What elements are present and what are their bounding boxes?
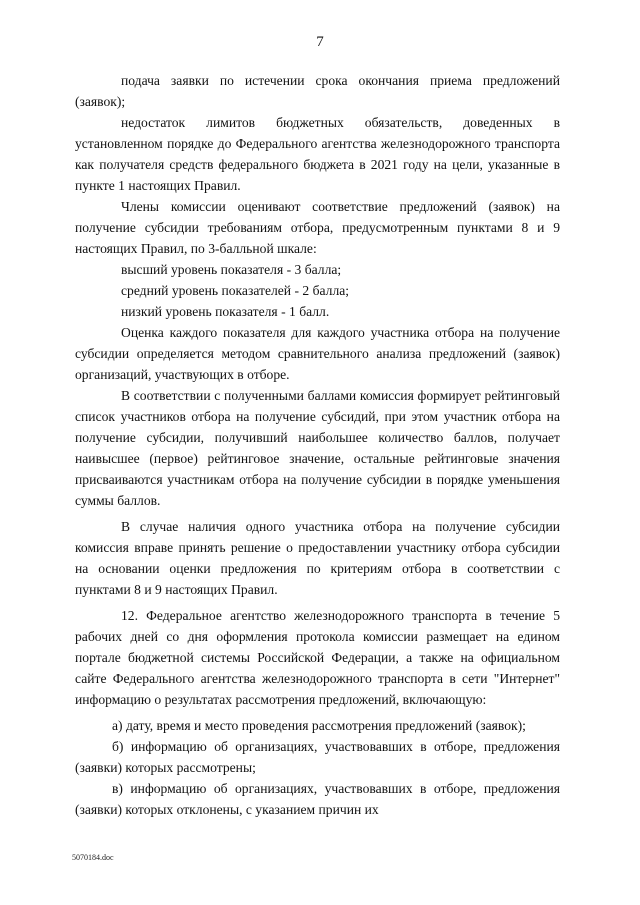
paragraph-late-submission: подача заявки по истечении срока окончания приема предложений (заявок); — [75, 73, 560, 109]
paragraph-12-publication: 12. Федеральное агентство железнодорожного транспорта в течение 5 рабочих дней со дня оформления протокола комиссии размещает на едином портале бюджетной системы Российской Федерации, а также на официальном сайте Федерального агентства железнодорожного транспорта в сети "Интернет" информацию о результатах рассмотрения предложений, включающую: — [75, 608, 560, 707]
list-item-high-level: высший уровень показателя - 3 балла; — [121, 262, 342, 277]
paragraph-score-method: Оценка каждого показателя для каждого участника отбора на получение субсидии определяется методом сравнительного анализа предложений (заявок) организаций, участвующих в отборе. — [75, 325, 560, 382]
list-item-b: б) информацию об организациях, участвовавших в отборе, предложения (заявки) которых рассмотрены; — [75, 739, 560, 775]
paragraph-budget-limits: недостаток лимитов бюджетных обязательств, доведенных в установленном порядке до Федерального агентства железнодорожного транспорта как получателя средств федерального бюджета в 2021 году на цели, указанные в пункте 1 настоящих Правил. — [75, 115, 560, 193]
list-item-v: в) информацию об организациях, участвовавших в отборе, предложения (заявки) которых отклонены, с указанием причин их — [75, 781, 560, 817]
paragraph-rating-list: В соответствии с полученными баллами комиссия формирует рейтинговый список участников отбора на получение субсидий, при этом участник отбора на получение субсидии, получивший наибольшее количество баллов, получает наивысшее (первое) рейтинговое значение, остальные рейтинговые значения присваиваются участникам отбора на получение субсидии в порядке уменьшения суммы баллов. — [75, 388, 560, 508]
footer-doc-id: 5070184.doc — [72, 853, 114, 862]
list-item-low-level: низкий уровень показателя - 1 балл. — [121, 304, 330, 319]
list-item-a: а) дату, время и место проведения рассмотрения предложений (заявок); — [112, 718, 526, 733]
list-item-medium-level: средний уровень показателей - 2 балла; — [121, 283, 350, 298]
page-number: 7 — [316, 34, 324, 50]
paragraph-single-participant: В случае наличия одного участника отбора на получение субсидии комиссия вправе принять решение о предоставлении участнику отбора субсидии на основании оценки предложения по критериям отбора в соответствии с пунктами 8 и 9 настоящих Правил. — [75, 519, 560, 597]
paragraph-commission-evaluation: Члены комиссии оценивают соответствие предложений (заявок) на получение субсидии требованиям отбора, предусмотренным пунктами 8 и 9 настоящих Правил, по 3-балльной шкале: — [75, 199, 560, 256]
document-body — [75, 70, 560, 820]
